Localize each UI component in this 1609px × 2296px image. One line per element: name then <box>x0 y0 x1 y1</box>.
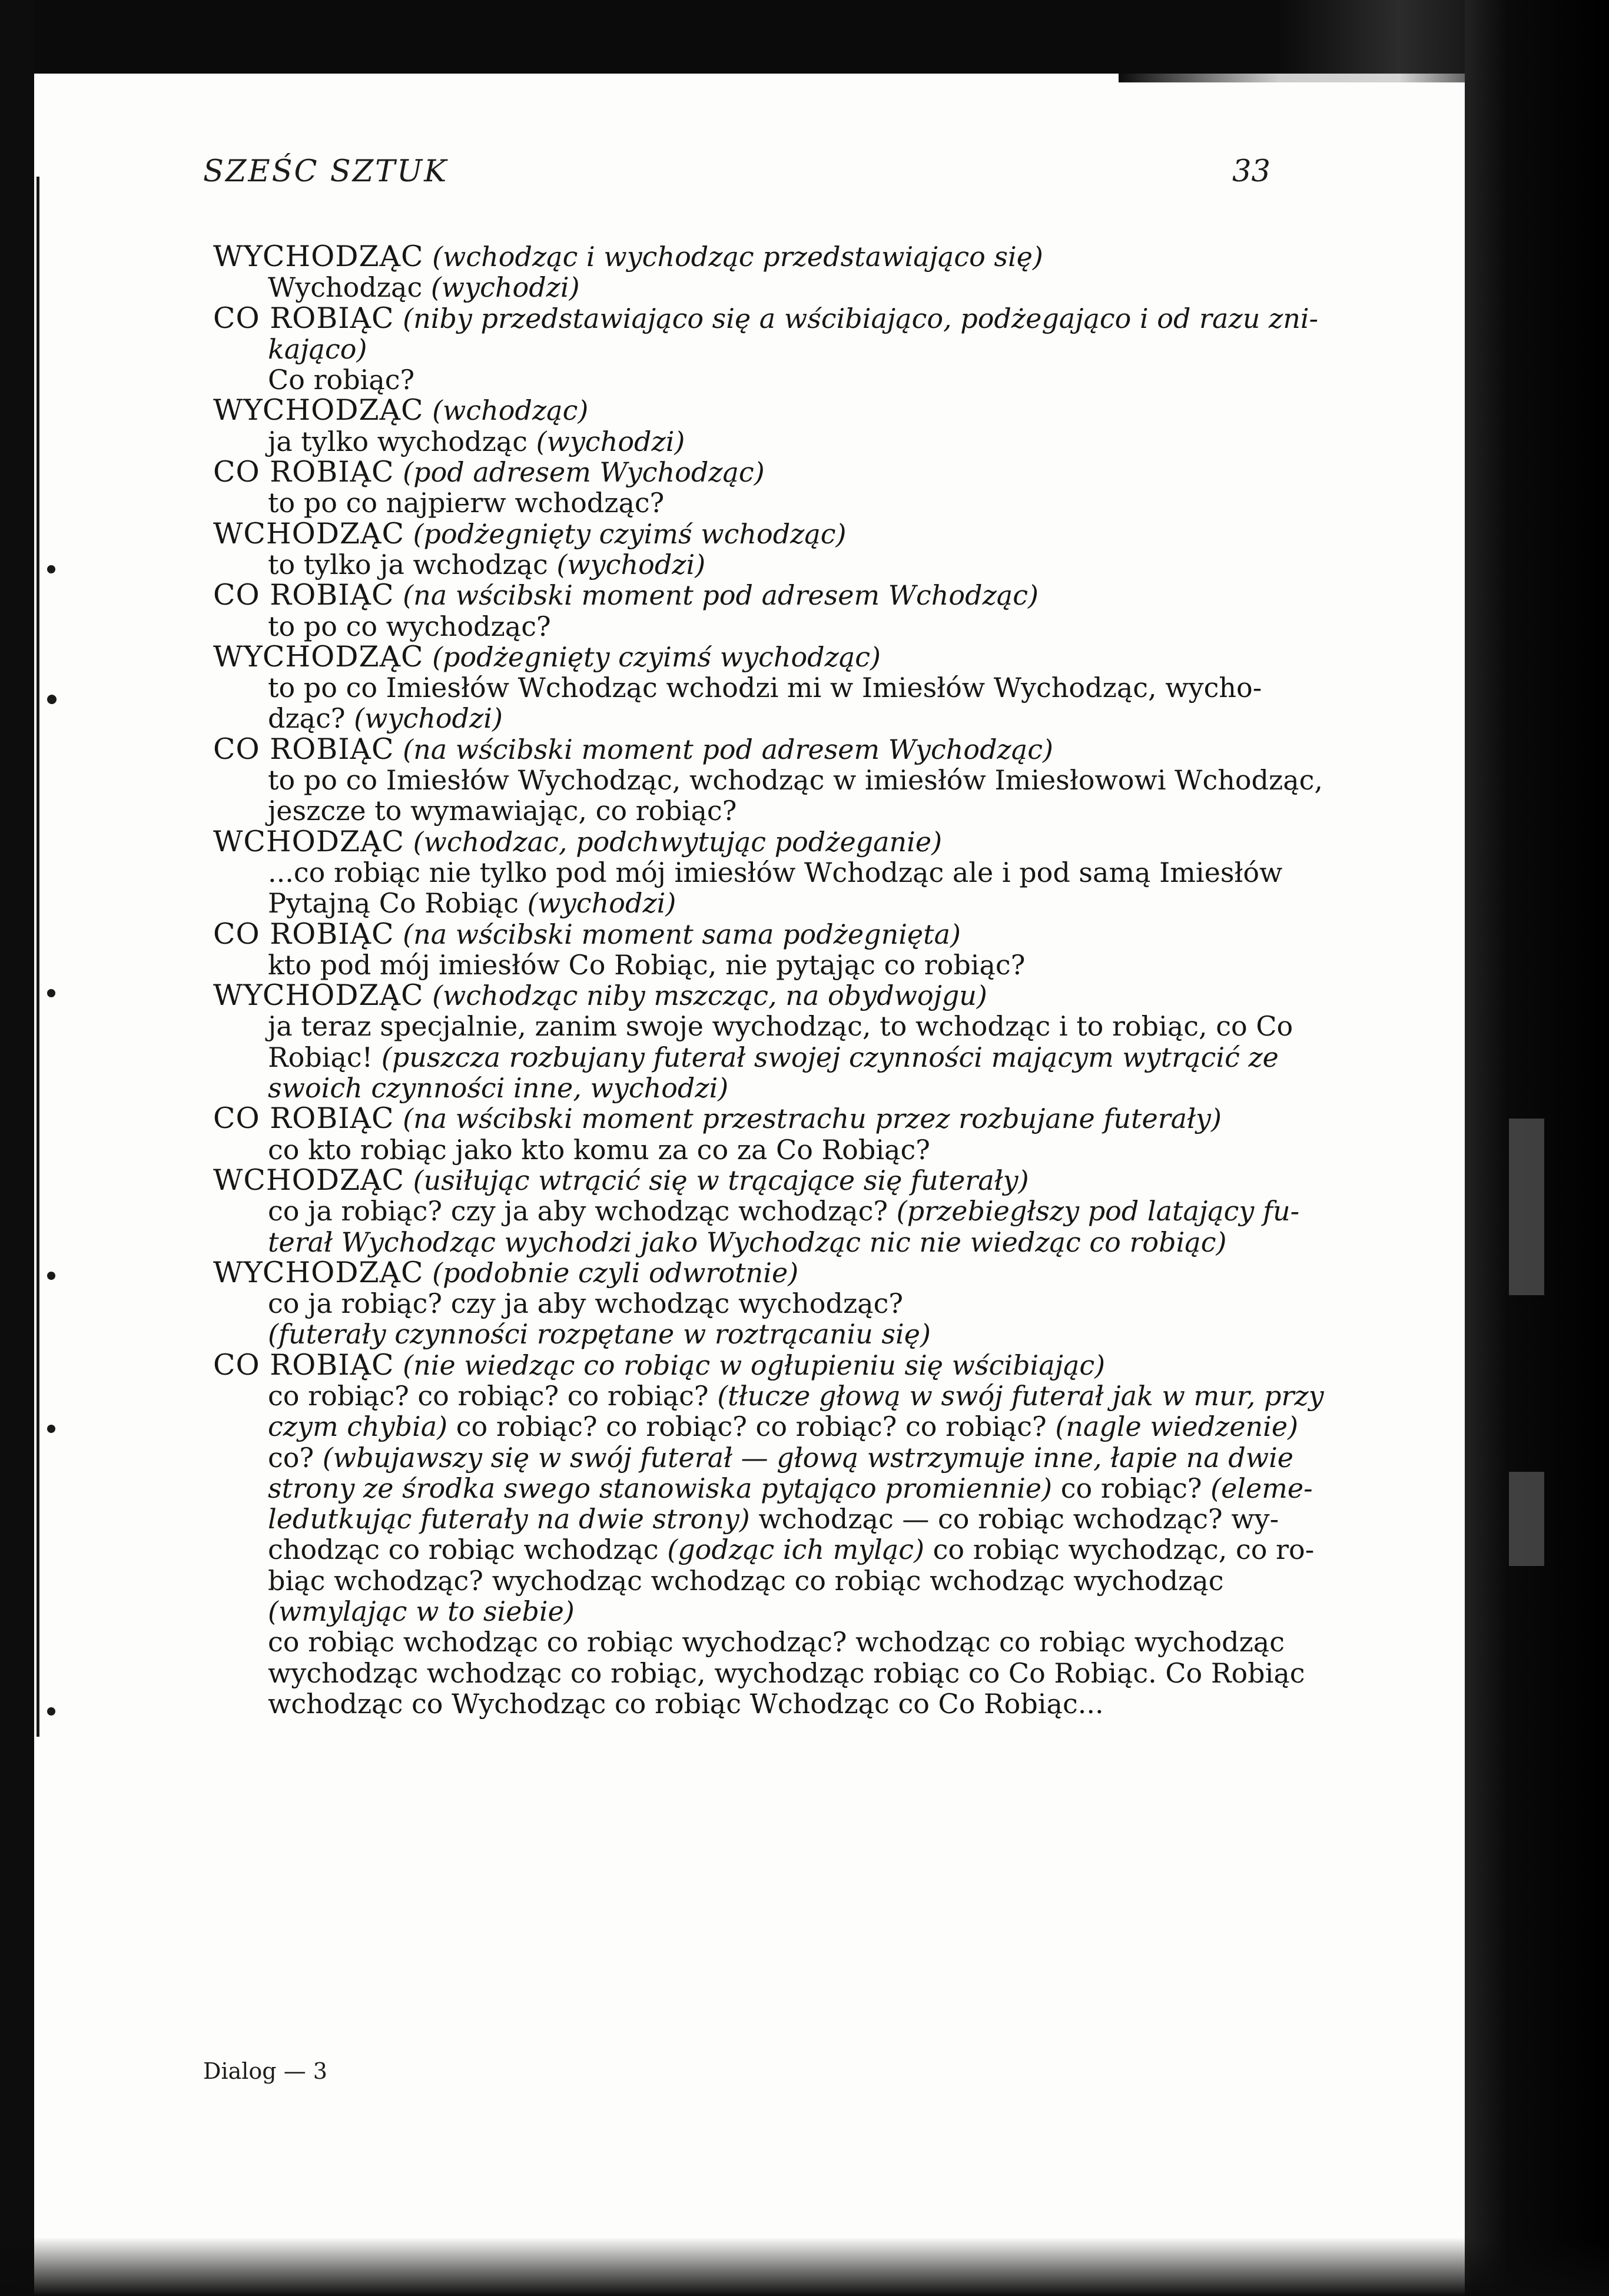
stage-direction: (niby przedstawiająco się a wścibiająco, podżegająco i od razu zni- <box>403 302 1319 334</box>
dialogue-line <box>213 950 1320 980</box>
dialogue-line <box>213 1627 1320 1657</box>
spoken-text: biąc wchodząc? wychodząc wchodząc co robiąc wchodząc wychodząc <box>268 1564 1224 1597</box>
spoken-text: to po co Imiesłów Wychodząc, wchodząc w imiesłów Imiesłowowi Wchodząc, <box>268 764 1323 797</box>
scan-top-smudge <box>1119 0 1519 82</box>
stage-direction: (futerały czynności rozpętane w roztrącaniu się) <box>268 1318 931 1351</box>
stage-direction: (wchodząc niby mszcząc, na obydwojgu) <box>432 980 987 1012</box>
dialogue-line <box>213 487 1320 518</box>
dialogue-line <box>213 549 1320 580</box>
spoken-text: wchodząc — co robiąc wchodząc? wy- <box>758 1503 1279 1535</box>
stage-direction: (eleme- <box>1210 1472 1313 1504</box>
spoken-text: co kto robiąc jako kto komu za co za Co Robiąc? <box>268 1133 930 1166</box>
speaker-name: CO ROBIĄC <box>213 732 394 766</box>
dialogue-line <box>213 1134 1320 1165</box>
dialogue-line <box>213 1596 1320 1627</box>
speaker-name: WYCHODZĄC <box>213 978 424 1013</box>
dialogue-line <box>213 1227 1320 1258</box>
stage-direction: swoich czynności inne, wychodzi) <box>268 1072 729 1104</box>
dialogue-line <box>213 1288 1320 1319</box>
spoken-text: co robiąc wchodząc co robiąc wychodząc? wchodząc co robiąc wychodząc <box>268 1626 1285 1658</box>
scan-left-border <box>0 0 34 2296</box>
stage-direction: (wchodząc) <box>432 394 589 427</box>
scan-speck <box>1509 1472 1544 1566</box>
stage-direction: (wychodzi) <box>430 271 580 304</box>
speaker-line <box>213 303 1320 334</box>
spoken-text: chodząc co robiąc wchodząc <box>268 1534 659 1566</box>
stage-direction: (wychodzi) <box>354 702 503 735</box>
dialogue-line <box>213 1565 1320 1596</box>
stage-direction: (godząc ich myląc) <box>667 1534 925 1566</box>
spoken-text: co robiąc? co robiąc? co robiąc? <box>268 1379 709 1412</box>
speaker-name: CO ROBIĄC <box>213 455 394 489</box>
stage-direction: (pod adresem Wychodząc) <box>403 456 765 489</box>
page-number: 33 <box>1232 154 1270 189</box>
dialogue-line <box>213 1319 1320 1349</box>
spoken-text: co robiąc? <box>1060 1472 1202 1504</box>
stage-direction: (tłucze głową w swój futerał jak w mur, przy <box>717 1379 1324 1412</box>
speaker-line <box>213 580 1320 611</box>
speaker-name: WCHODZĄC <box>213 1163 404 1197</box>
stage-direction: (na wścibski moment przestrachu przez rozbujane futerały) <box>403 1103 1222 1135</box>
dialogue-line <box>213 611 1320 642</box>
dialogue-line <box>213 764 1323 797</box>
dialogue-line <box>213 1473 1320 1504</box>
stage-direction: (na wścibski moment pod adresem Wchodząc) <box>403 579 1039 612</box>
stage-direction: (na wścibski moment sama podżegnięta) <box>403 918 961 950</box>
speaker-line <box>213 1165 1320 1196</box>
dialogue-line <box>213 1411 1320 1442</box>
stage-direction: (wychodzi) <box>556 548 706 580</box>
stage-direction: (wychodzi) <box>527 887 676 920</box>
spoken-text: Robiąc! <box>268 1041 373 1073</box>
dialogue-line <box>213 703 1320 734</box>
spoken-text: to po co wychodząc? <box>268 610 551 642</box>
speaker-line <box>213 241 1320 272</box>
stage-direction: (przebiegłszy pod latający fu- <box>896 1195 1300 1227</box>
spoken-text: Co robiąc? <box>268 364 415 396</box>
speaker-name: WYCHODZĄC <box>213 1255 424 1289</box>
spoken-text: kto pod mój imiesłów Co Robiąc, nie pytając co robiąc? <box>268 948 1026 981</box>
speaker-name: WYCHODZĄC <box>213 639 424 673</box>
stage-direction: (wbujawszy się w swój futerał — głową wstrzymuje inne, łapie na dwie <box>322 1441 1294 1474</box>
speaker-line <box>213 980 1320 1011</box>
stage-direction: (wchodząc i wychodząc przedstawiająco się) <box>432 241 1043 273</box>
dialogue-line <box>213 1011 1320 1041</box>
speaker-line <box>213 919 1320 950</box>
speaker-name: WCHODZĄC <box>213 824 404 858</box>
dialogue-line <box>213 795 1320 826</box>
dialogue-line <box>213 334 1320 364</box>
dialogue-line <box>213 1073 1320 1103</box>
printer-signature: Dialog — 3 <box>203 2058 327 2084</box>
dialogue-line <box>213 364 1320 395</box>
speaker-line <box>213 1255 1320 1289</box>
speaker-name: CO ROBIĄC <box>213 301 394 335</box>
stage-direction: (puszcza rozbujany futerał swojej czynności mającym wytrącić ze <box>381 1041 1279 1073</box>
stage-direction: (wmylając w to siebie) <box>268 1595 575 1628</box>
speaker-line <box>213 734 1320 765</box>
stage-direction: (nie wiedząc co robiąc w ogłupieniu się wścibiając) <box>403 1349 1106 1381</box>
dialogue-line <box>213 857 1320 888</box>
dialogue-line <box>213 1442 1320 1473</box>
stage-direction: (podobnie czyli odwrotnie) <box>432 1256 799 1289</box>
stage-direction: czym chybia) <box>268 1411 448 1443</box>
stage-direction: strony ze środka swego stanowiska pytająco promiennie) <box>268 1472 1053 1504</box>
stage-direction: ledutkując futerały na dwie strony) <box>268 1503 750 1535</box>
running-title: SZEŚC SZTUK <box>203 154 449 189</box>
speaker-line <box>213 1350 1320 1381</box>
dialogue-line <box>213 1534 1320 1565</box>
spoken-text: to po co najpierw wchodząc? <box>268 487 665 519</box>
dialogue-line <box>213 426 1320 457</box>
gutter-marks <box>35 177 88 1766</box>
stage-direction: (wchodzac, podchwytując podżeganie) <box>413 825 943 858</box>
spoken-text: to po co Imiesłów Wchodząc wchodzi mi w Imiesłów Wychodząc, wycho- <box>268 672 1262 704</box>
spoken-text: co ja robiąc? czy ja aby wchodząc wchodząc? <box>268 1195 888 1227</box>
speaker-line <box>213 395 1320 426</box>
spoken-text: to tylko ja wchodząc <box>268 548 548 580</box>
stage-direction: (usiłując wtrącić się w trącające się futerały) <box>413 1164 1029 1196</box>
scan-right-border <box>1465 0 1609 2296</box>
dialogue-line <box>213 1688 1320 1719</box>
dialogue-line <box>213 1196 1320 1226</box>
spoken-text: co robiąc? co robiąc? co robiąc? co robiąc? <box>456 1411 1047 1443</box>
dialogue-line <box>213 888 1320 918</box>
speaker-name: WCHODZĄC <box>213 516 404 550</box>
spoken-text: co? <box>268 1441 314 1474</box>
stage-direction: (podżegnięty czyimś wchodząc) <box>413 517 847 550</box>
spoken-text: jeszcze to wymawiając, co robiąc? <box>268 795 737 827</box>
play-text <box>213 240 1324 1720</box>
stage-direction: terał Wychodząc wychodzi jako Wychodząc nic nie wiedząc co robiąc) <box>268 1226 1227 1258</box>
speaker-name: CO ROBIĄC <box>213 1348 394 1382</box>
speaker-name: CO ROBIĄC <box>213 578 394 612</box>
spoken-text: ja teraz specjalnie, zanim swoje wychodząc, to wchodząc i to robiąc, co Co <box>268 1010 1293 1043</box>
spoken-text: wychodząc wchodząc co robiąc, wychodząc robiąc co Co Robiąc. Co Robiąc <box>268 1657 1305 1689</box>
spoken-text: ...co robiąc nie tylko pod mój imiesłów Wchodząc ale i pod samą Imiesłów <box>268 856 1283 888</box>
stage-direction: (na wścibski moment pod adresem Wychodząc) <box>403 733 1053 765</box>
spoken-text: Pytajną Co Robiąc <box>268 887 519 920</box>
stage-direction: (wychodzi) <box>536 425 685 457</box>
spoken-text: wchodząc co Wychodząc co robiąc Wchodząc co Co Robiąc... <box>268 1687 1104 1720</box>
speaker-name: CO ROBIĄC <box>213 917 394 951</box>
scan-speck <box>1509 1119 1544 1295</box>
speaker-name: WYCHODZĄC <box>213 393 424 427</box>
speaker-line <box>213 516 1320 550</box>
dialogue-line <box>213 672 1320 703</box>
speaker-name: CO ROBIĄC <box>213 1101 394 1136</box>
spoken-text: Wychodząc <box>268 271 423 304</box>
dialogue-line <box>213 1658 1320 1688</box>
spoken-text: ja tylko wychodząc <box>268 425 528 457</box>
dialogue-line <box>213 1042 1320 1073</box>
speaker-line <box>213 1103 1320 1134</box>
speaker-name: WYCHODZĄC <box>213 240 424 273</box>
spoken-text: dząc? <box>268 702 346 735</box>
speaker-line <box>213 639 1320 673</box>
speaker-line <box>213 457 1320 487</box>
dialogue-line <box>213 272 1320 303</box>
stage-direction: kająco) <box>268 333 367 365</box>
stage-direction: (podżegnięty czyimś wychodząc) <box>432 641 881 673</box>
dialogue-line <box>213 1504 1320 1534</box>
dialogue-line <box>213 1379 1324 1412</box>
scan-bottom-border <box>0 2237 1609 2296</box>
speaker-line <box>213 824 1320 858</box>
spoken-text: co robiąc wychodząc, co ro- <box>933 1534 1315 1566</box>
spoken-text: co ja robiąc? czy ja aby wchodząc wychodząc? <box>268 1288 904 1320</box>
stage-direction: (nagle wiedzenie) <box>1055 1411 1299 1443</box>
